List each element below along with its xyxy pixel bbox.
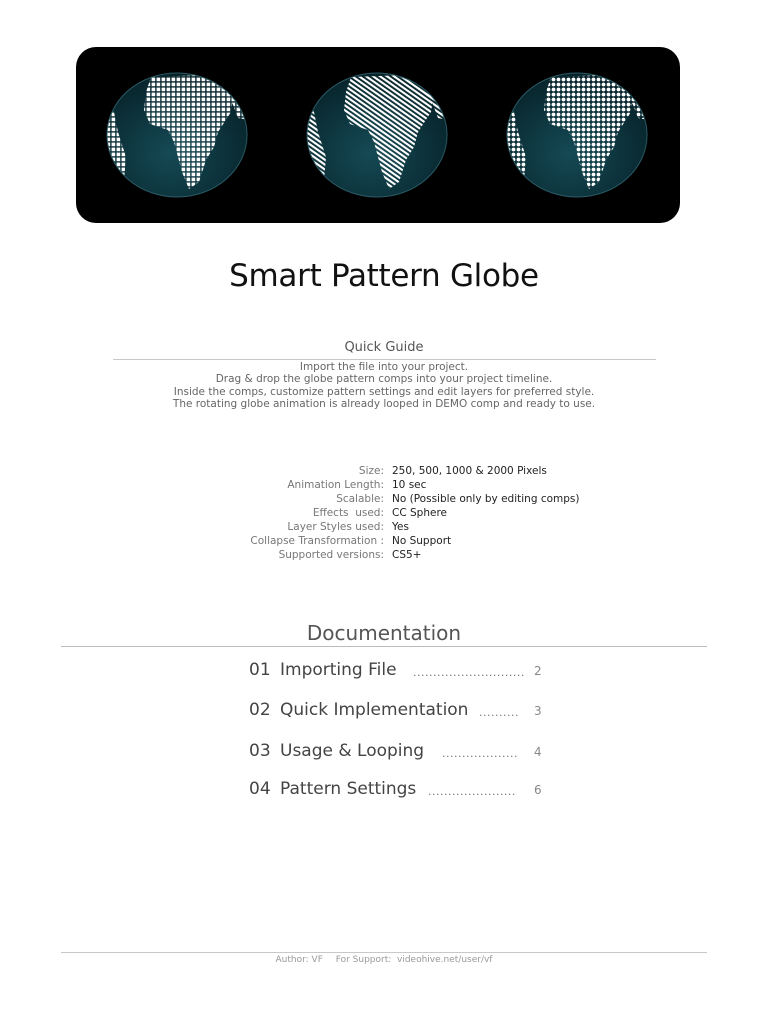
toc-page-number: 4 bbox=[534, 745, 542, 759]
spec-label: Effects used: bbox=[312, 507, 384, 519]
toc-label: Quick Implementation bbox=[280, 700, 469, 720]
footer-divider bbox=[61, 952, 707, 953]
quick-guide-heading: Quick Guide bbox=[344, 340, 424, 355]
spec-label: Supported versions: bbox=[278, 549, 384, 561]
globe-line-pattern bbox=[306, 72, 448, 198]
toc-leader-dots: ................... bbox=[442, 747, 518, 760]
spec-label: Animation Length: bbox=[287, 479, 384, 491]
toc-item-quick-implementation[interactable] bbox=[249, 700, 549, 724]
quick-guide-line: Inside the comps, customize pattern settings and edit layers for preferred style. bbox=[173, 385, 595, 398]
spec-label: Layer Styles used: bbox=[287, 521, 384, 533]
footer bbox=[0, 955, 768, 965]
quick-guide-line: Drag & drop the globe pattern comps into your project timeline. bbox=[215, 373, 553, 386]
toc-item-pattern-settings[interactable] bbox=[249, 779, 549, 803]
toc-label: Usage & Looping bbox=[280, 741, 425, 761]
toc-page-number: 3 bbox=[534, 704, 542, 718]
spec-table bbox=[0, 464, 768, 562]
documentation-divider bbox=[61, 646, 707, 647]
globe-round-dots-graphic bbox=[506, 72, 648, 198]
toc-page-number: 2 bbox=[534, 664, 542, 678]
spec-row-animation-length bbox=[0, 478, 768, 492]
quick-guide-divider bbox=[113, 359, 656, 360]
globe-line-pattern-graphic bbox=[306, 72, 448, 198]
spec-value: No Support bbox=[392, 535, 452, 547]
spec-label: Size: bbox=[358, 465, 384, 477]
toc-page-number: 6 bbox=[534, 783, 542, 797]
spec-row-scalable bbox=[0, 492, 768, 506]
footer-author: Author: VF bbox=[275, 955, 323, 965]
quick-guide-line: The rotating globe animation is already looped in DEMO comp and ready to use. bbox=[172, 397, 596, 410]
toc-number: 04 bbox=[249, 779, 271, 799]
spec-row-supported-versions bbox=[0, 548, 768, 562]
toc-number: 01 bbox=[249, 660, 271, 680]
toc-item-importing-file[interactable] bbox=[249, 660, 549, 684]
spec-row-layer-styles bbox=[0, 520, 768, 534]
spec-row-collapse-transformation bbox=[0, 534, 768, 548]
toc-number: 02 bbox=[249, 700, 271, 720]
spec-row-effects bbox=[0, 506, 768, 520]
spec-label: Scalable: bbox=[336, 493, 384, 505]
globe-banner bbox=[76, 47, 680, 223]
toc-number: 03 bbox=[249, 741, 271, 761]
quick-guide-line: Import the file into your project. bbox=[299, 361, 469, 373]
toc-label: Pattern Settings bbox=[280, 779, 417, 799]
spec-value: CS5+ bbox=[392, 549, 422, 561]
spec-value: CC Sphere bbox=[392, 507, 447, 519]
toc-item-usage-looping[interactable] bbox=[249, 741, 549, 765]
spec-row-size bbox=[0, 464, 768, 478]
page-title: Smart Pattern Globe bbox=[229, 258, 539, 294]
globe-square-dots bbox=[106, 72, 248, 198]
globe-round-dots bbox=[506, 72, 648, 198]
spec-value: 250, 500, 1000 & 2000 Pixels bbox=[392, 465, 547, 477]
footer-support-link[interactable]: For Support: videohive.net/user/vf bbox=[335, 955, 493, 965]
globe-square-dots-graphic bbox=[106, 72, 248, 198]
toc-leader-dots: .......... bbox=[479, 706, 519, 719]
spec-value: 10 sec bbox=[392, 479, 427, 491]
quick-guide-text bbox=[0, 361, 768, 410]
spec-value: Yes bbox=[392, 521, 409, 533]
spec-label: Collapse Transformation : bbox=[250, 535, 384, 547]
toc-leader-dots: ............................ bbox=[413, 666, 525, 679]
toc-label: Importing File bbox=[280, 660, 397, 680]
toc-leader-dots: ...................... bbox=[428, 785, 516, 798]
documentation-heading: Documentation bbox=[306, 621, 462, 645]
spec-value: No (Possible only by editing comps) bbox=[392, 493, 580, 505]
